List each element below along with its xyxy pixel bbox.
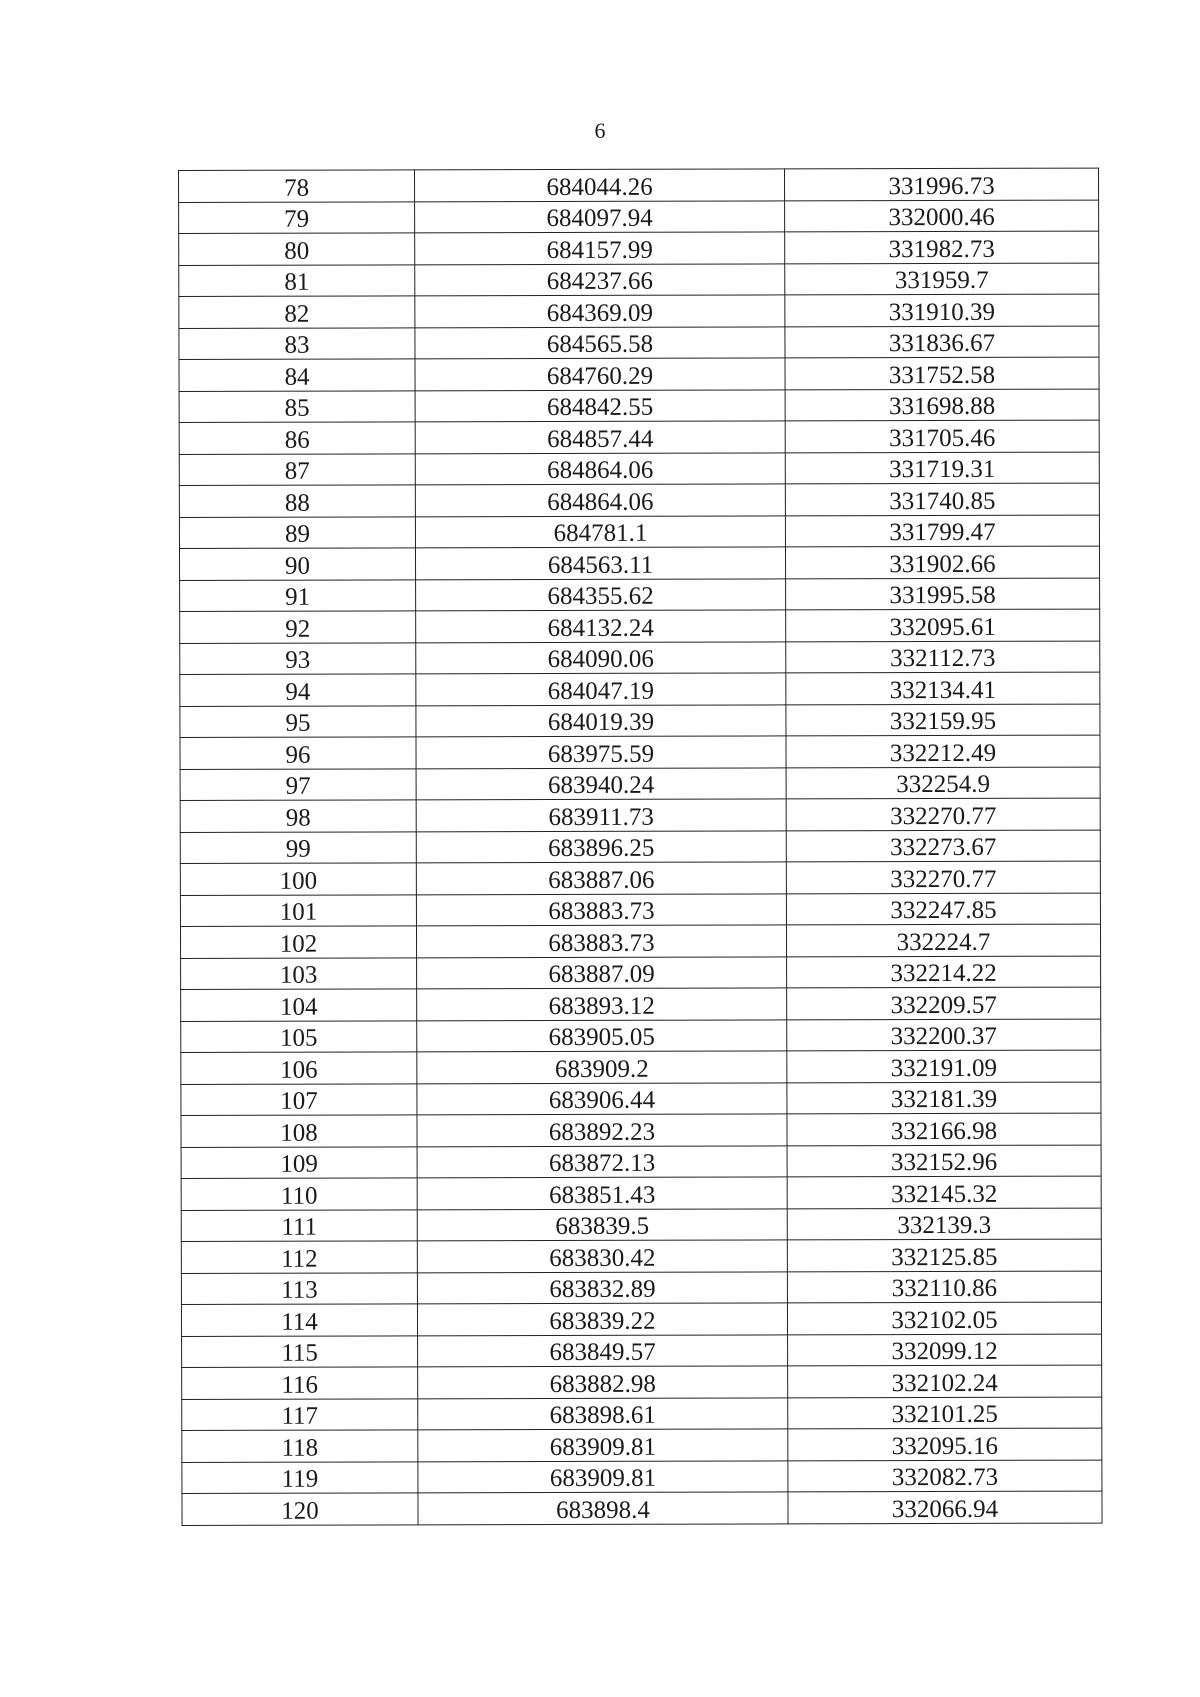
point-number-cell: 99 xyxy=(180,831,416,863)
y-coordinate-cell: 331910.39 xyxy=(785,294,1099,326)
y-coordinate-cell: 331996.73 xyxy=(784,168,1098,200)
x-coordinate-cell: 683882.98 xyxy=(418,1366,788,1398)
point-number-cell: 101 xyxy=(180,894,416,926)
x-coordinate-cell: 683839.5 xyxy=(417,1208,787,1240)
point-number-cell: 83 xyxy=(179,327,415,359)
y-coordinate-cell: 332214.22 xyxy=(787,956,1101,988)
table-row xyxy=(181,1145,1101,1179)
point-number-cell: 94 xyxy=(180,674,416,706)
table-row xyxy=(180,861,1100,895)
y-coordinate-cell: 331719.31 xyxy=(785,452,1099,484)
point-number-cell: 102 xyxy=(180,926,416,958)
x-coordinate-cell: 683898.4 xyxy=(418,1492,788,1524)
y-coordinate-cell: 332254.9 xyxy=(786,767,1100,799)
y-coordinate-cell: 331836.67 xyxy=(785,326,1099,358)
y-coordinate-cell: 332273.67 xyxy=(786,830,1100,862)
y-coordinate-cell: 332224.7 xyxy=(786,924,1100,956)
table-row xyxy=(179,231,1099,265)
x-coordinate-cell: 684047.19 xyxy=(416,673,786,705)
y-coordinate-cell: 332166.98 xyxy=(787,1113,1101,1145)
table-row xyxy=(181,1176,1101,1210)
point-number-cell: 81 xyxy=(179,264,415,296)
point-number-cell: 114 xyxy=(181,1304,417,1336)
y-coordinate-cell: 331982.73 xyxy=(785,231,1099,263)
point-number-cell: 91 xyxy=(180,579,416,611)
y-coordinate-cell: 332102.05 xyxy=(787,1302,1101,1334)
y-coordinate-cell: 332209.57 xyxy=(787,987,1101,1019)
table-row xyxy=(179,200,1099,234)
point-number-cell: 84 xyxy=(179,359,415,391)
point-number-cell: 117 xyxy=(182,1398,418,1430)
table-row xyxy=(180,704,1100,738)
table-row xyxy=(179,483,1099,517)
y-coordinate-cell: 332099.12 xyxy=(788,1334,1102,1366)
y-coordinate-cell: 332181.39 xyxy=(787,1082,1101,1114)
x-coordinate-cell: 684355.62 xyxy=(416,578,786,610)
y-coordinate-cell: 331995.58 xyxy=(786,578,1100,610)
y-coordinate-cell: 331740.85 xyxy=(785,483,1099,515)
table-row xyxy=(179,420,1099,454)
y-coordinate-cell: 331752.58 xyxy=(785,357,1099,389)
x-coordinate-cell: 684237.66 xyxy=(415,263,785,295)
x-coordinate-cell: 683883.73 xyxy=(416,925,786,957)
table-row xyxy=(181,1239,1101,1273)
x-coordinate-cell: 683849.57 xyxy=(418,1334,788,1366)
point-number-cell: 85 xyxy=(179,390,415,422)
table-row xyxy=(179,546,1099,580)
y-coordinate-cell: 332191.09 xyxy=(787,1050,1101,1082)
x-coordinate-cell: 683896.25 xyxy=(416,830,786,862)
x-coordinate-cell: 684842.55 xyxy=(415,389,785,421)
y-coordinate-cell: 332159.95 xyxy=(786,704,1100,736)
point-number-cell: 90 xyxy=(179,548,415,580)
table-row xyxy=(182,1428,1102,1462)
table-row xyxy=(182,1491,1102,1525)
y-coordinate-cell: 332102.24 xyxy=(788,1365,1102,1397)
x-coordinate-cell: 684369.09 xyxy=(415,295,785,327)
table-row xyxy=(182,1365,1102,1399)
point-number-cell: 93 xyxy=(180,642,416,674)
table-row xyxy=(180,924,1100,958)
point-number-cell: 79 xyxy=(179,201,415,233)
point-number-cell: 80 xyxy=(179,233,415,265)
table-row xyxy=(181,1019,1101,1053)
point-number-cell: 105 xyxy=(181,1020,417,1052)
y-coordinate-cell: 332152.96 xyxy=(787,1145,1101,1177)
x-coordinate-cell: 683892.23 xyxy=(417,1114,787,1146)
point-number-cell: 96 xyxy=(180,737,416,769)
table-row xyxy=(182,1334,1102,1368)
x-coordinate-cell: 683909.81 xyxy=(418,1429,788,1461)
table-row xyxy=(181,1050,1101,1084)
table-row xyxy=(179,452,1099,486)
x-coordinate-cell: 683872.13 xyxy=(417,1145,787,1177)
x-coordinate-cell: 683909.81 xyxy=(418,1460,788,1492)
table-row xyxy=(179,168,1099,202)
x-coordinate-cell: 683909.2 xyxy=(417,1051,787,1083)
point-number-cell: 87 xyxy=(179,453,415,485)
y-coordinate-cell: 332134.41 xyxy=(786,672,1100,704)
table-row xyxy=(181,1082,1101,1116)
x-coordinate-cell: 684781.1 xyxy=(415,515,785,547)
table-row xyxy=(180,893,1100,927)
y-coordinate-cell: 332145.32 xyxy=(787,1176,1101,1208)
table-row xyxy=(179,389,1099,423)
table-row xyxy=(181,956,1101,990)
point-number-cell: 118 xyxy=(182,1430,418,1462)
table-row xyxy=(179,263,1099,297)
point-number-cell: 116 xyxy=(182,1367,418,1399)
point-number-cell: 112 xyxy=(181,1241,417,1273)
coordinate-table-body xyxy=(179,168,1103,1525)
x-coordinate-cell: 683851.43 xyxy=(417,1177,787,1209)
y-coordinate-cell: 332095.61 xyxy=(786,609,1100,641)
table-row xyxy=(179,326,1099,360)
coordinate-table xyxy=(178,168,1103,1526)
y-coordinate-cell: 332066.94 xyxy=(788,1491,1102,1523)
x-coordinate-cell: 684565.58 xyxy=(415,326,785,358)
y-coordinate-cell: 332082.73 xyxy=(788,1460,1102,1492)
table-row xyxy=(181,987,1101,1021)
table-row xyxy=(179,357,1099,391)
y-coordinate-cell: 331959.7 xyxy=(785,263,1099,295)
point-number-cell: 120 xyxy=(182,1493,418,1525)
point-number-cell: 111 xyxy=(181,1209,417,1241)
x-coordinate-cell: 684044.26 xyxy=(415,169,785,201)
table-row xyxy=(179,515,1099,549)
x-coordinate-cell: 684760.29 xyxy=(415,358,785,390)
point-number-cell: 119 xyxy=(182,1461,418,1493)
table-row xyxy=(181,1208,1101,1242)
table-row xyxy=(180,767,1100,801)
point-number-cell: 92 xyxy=(180,611,416,643)
y-coordinate-cell: 332200.37 xyxy=(787,1019,1101,1051)
x-coordinate-cell: 683906.44 xyxy=(417,1082,787,1114)
table-row xyxy=(181,1271,1101,1305)
x-coordinate-cell: 683839.22 xyxy=(417,1303,787,1335)
x-coordinate-cell: 683940.24 xyxy=(416,767,786,799)
x-coordinate-cell: 683830.42 xyxy=(417,1240,787,1272)
y-coordinate-cell: 331902.66 xyxy=(785,546,1099,578)
point-number-cell: 88 xyxy=(179,485,415,517)
page-number: 6 xyxy=(594,118,606,143)
table-row xyxy=(179,294,1099,328)
x-coordinate-cell: 684157.99 xyxy=(415,232,785,264)
point-number-cell: 100 xyxy=(180,863,416,895)
x-coordinate-cell: 684019.39 xyxy=(416,704,786,736)
table-row xyxy=(180,798,1100,832)
table-row xyxy=(180,609,1100,643)
table-row xyxy=(182,1397,1102,1431)
y-coordinate-cell: 331698.88 xyxy=(785,389,1099,421)
point-number-cell: 82 xyxy=(179,296,415,328)
y-coordinate-cell: 332112.73 xyxy=(786,641,1100,673)
x-coordinate-cell: 683975.59 xyxy=(416,736,786,768)
y-coordinate-cell: 331799.47 xyxy=(785,515,1099,547)
y-coordinate-cell: 332110.86 xyxy=(787,1271,1101,1303)
table-row xyxy=(180,672,1100,706)
table-row xyxy=(182,1460,1102,1494)
y-coordinate-cell: 332270.77 xyxy=(786,798,1100,830)
x-coordinate-cell: 683832.89 xyxy=(417,1271,787,1303)
y-coordinate-cell: 332139.3 xyxy=(787,1208,1101,1240)
point-number-cell: 110 xyxy=(181,1178,417,1210)
point-number-cell: 109 xyxy=(181,1146,417,1178)
table-row xyxy=(180,641,1100,675)
table-row xyxy=(180,735,1100,769)
x-coordinate-cell: 684097.94 xyxy=(415,200,785,232)
y-coordinate-cell: 332101.25 xyxy=(788,1397,1102,1429)
point-number-cell: 104 xyxy=(181,989,417,1021)
y-coordinate-cell: 332000.46 xyxy=(785,200,1099,232)
x-coordinate-cell: 683911.73 xyxy=(416,799,786,831)
point-number-cell: 97 xyxy=(180,768,416,800)
x-coordinate-cell: 684864.06 xyxy=(415,484,785,516)
x-coordinate-cell: 683893.12 xyxy=(417,988,787,1020)
x-coordinate-cell: 683883.73 xyxy=(416,893,786,925)
x-coordinate-cell: 683887.06 xyxy=(416,862,786,894)
point-number-cell: 89 xyxy=(179,516,415,548)
x-coordinate-cell: 684563.11 xyxy=(415,547,785,579)
point-number-cell: 103 xyxy=(181,957,417,989)
y-coordinate-cell: 332095.16 xyxy=(788,1428,1102,1460)
x-coordinate-cell: 683887.09 xyxy=(417,956,787,988)
point-number-cell: 106 xyxy=(181,1052,417,1084)
point-number-cell: 115 xyxy=(182,1335,418,1367)
x-coordinate-cell: 683905.05 xyxy=(417,1019,787,1051)
point-number-cell: 95 xyxy=(180,705,416,737)
x-coordinate-cell: 684864.06 xyxy=(415,452,785,484)
y-coordinate-cell: 331705.46 xyxy=(785,420,1099,452)
y-coordinate-cell: 332270.77 xyxy=(786,861,1100,893)
x-coordinate-cell: 684132.24 xyxy=(416,610,786,642)
table-row xyxy=(181,1302,1101,1336)
point-number-cell: 78 xyxy=(179,170,415,202)
table-row xyxy=(181,1113,1101,1147)
table-row xyxy=(180,830,1100,864)
y-coordinate-cell: 332212.49 xyxy=(786,735,1100,767)
point-number-cell: 107 xyxy=(181,1083,417,1115)
x-coordinate-cell: 683898.61 xyxy=(418,1397,788,1429)
point-number-cell: 86 xyxy=(179,422,415,454)
point-number-cell: 98 xyxy=(180,800,416,832)
x-coordinate-cell: 684857.44 xyxy=(415,421,785,453)
table-row xyxy=(180,578,1100,612)
x-coordinate-cell: 684090.06 xyxy=(416,641,786,673)
point-number-cell: 113 xyxy=(181,1272,417,1304)
y-coordinate-cell: 332125.85 xyxy=(787,1239,1101,1271)
point-number-cell: 108 xyxy=(181,1115,417,1147)
y-coordinate-cell: 332247.85 xyxy=(786,893,1100,925)
